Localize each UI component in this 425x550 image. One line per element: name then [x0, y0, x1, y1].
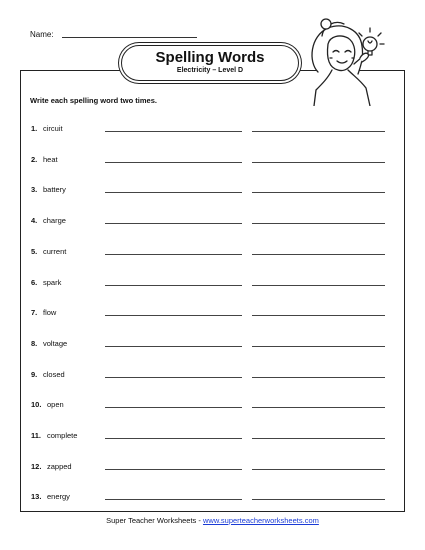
word-row	[31, 431, 391, 445]
name-label: Name:	[30, 30, 54, 39]
word-row	[31, 216, 391, 230]
word-row	[31, 124, 391, 138]
writing-line-2[interactable]	[252, 192, 385, 193]
word-row	[31, 370, 391, 384]
spelling-word: open	[47, 400, 64, 410]
writing-line-2[interactable]	[252, 285, 385, 286]
writing-line-2[interactable]	[252, 315, 385, 316]
writing-line-1[interactable]	[105, 285, 242, 286]
word-row	[31, 492, 391, 506]
word-number: 9.	[31, 369, 38, 379]
writing-line-1[interactable]	[105, 407, 242, 408]
writing-line-1[interactable]	[105, 131, 242, 132]
writing-line-1[interactable]	[105, 346, 242, 347]
writing-line-1[interactable]	[105, 499, 242, 500]
writing-line-2[interactable]	[252, 254, 385, 255]
writing-line-2[interactable]	[252, 162, 385, 163]
word-number: 5.	[31, 246, 38, 256]
writing-line-1[interactable]	[105, 315, 242, 316]
spelling-word: closed	[43, 369, 65, 379]
footer-link[interactable]: www.superteacherworksheets.com	[202, 516, 319, 525]
word-row	[31, 308, 391, 322]
instructions: Write each spelling word two times.	[30, 96, 157, 105]
word-number: 10.	[31, 400, 42, 410]
spelling-word: complete	[47, 431, 78, 440]
word-row	[31, 155, 391, 169]
writing-line-1[interactable]	[105, 254, 242, 255]
writing-line-1[interactable]	[105, 192, 242, 193]
word-number: 2.	[31, 154, 38, 164]
writing-line-1[interactable]	[105, 438, 242, 439]
spelling-word: spark	[43, 277, 62, 287]
writing-line-2[interactable]	[252, 223, 385, 224]
spelling-word: zapped	[47, 461, 72, 471]
word-row	[31, 400, 391, 414]
footer-text: Super Teacher Worksheets -	[106, 516, 203, 525]
page-subtitle: Electricity – Level D	[176, 67, 244, 74]
page-title: Spelling Words	[155, 49, 265, 66]
word-row	[31, 185, 391, 199]
name-field[interactable]	[62, 37, 197, 38]
footer	[0, 516, 425, 525]
writing-line-1[interactable]	[105, 162, 242, 163]
writing-line-2[interactable]	[252, 346, 385, 347]
spelling-word: heat	[43, 154, 58, 164]
spelling-word: flow	[43, 308, 57, 318]
title-banner	[121, 45, 299, 81]
writing-line-2[interactable]	[252, 499, 385, 500]
spelling-word: circuit	[43, 124, 63, 133]
spelling-word: current	[43, 246, 67, 256]
word-row	[31, 462, 391, 476]
word-number: 3.	[31, 185, 38, 195]
writing-line-2[interactable]	[252, 469, 385, 470]
writing-line-2[interactable]	[252, 377, 385, 378]
word-number: 4.	[31, 216, 38, 226]
word-row	[31, 247, 391, 261]
word-number: 1.	[31, 124, 38, 133]
writing-line-1[interactable]	[105, 469, 242, 470]
word-number: 12.	[31, 461, 42, 471]
spelling-word: voltage	[43, 338, 68, 348]
spelling-word: charge	[43, 216, 66, 226]
writing-line-2[interactable]	[252, 131, 385, 132]
writing-line-1[interactable]	[105, 377, 242, 378]
writing-line-2[interactable]	[252, 438, 385, 439]
word-number: 11.	[31, 431, 42, 440]
word-number: 13.	[31, 492, 42, 502]
word-number: 6.	[31, 277, 38, 287]
word-number: 7.	[31, 308, 38, 318]
spelling-word: energy	[47, 492, 70, 502]
writing-line-2[interactable]	[252, 407, 385, 408]
word-row	[31, 278, 391, 292]
writing-line-1[interactable]	[105, 223, 242, 224]
spelling-word: battery	[43, 185, 66, 195]
girl-lightbulb-illustration	[300, 14, 392, 106]
word-row	[31, 339, 391, 353]
word-number: 8.	[31, 338, 38, 348]
